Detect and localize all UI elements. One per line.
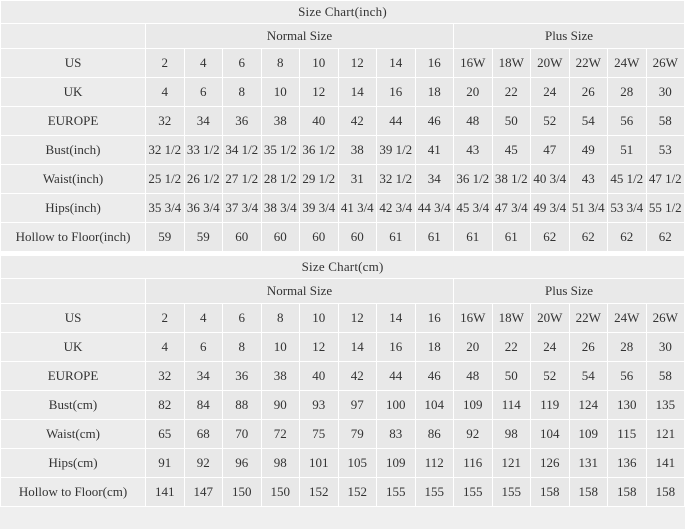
cell-value: 50 [492,107,531,136]
cell-value: 38 1/2 [492,165,531,194]
cell-value: 155 [377,478,416,507]
cell-value: 75 [300,420,339,449]
cell-value: 49 [569,136,608,165]
cell-value: 36 1/2 [300,136,339,165]
cell-value: 53 3/4 [608,194,647,223]
cell-value: 2 [146,304,185,333]
cell-value: 4 [146,333,185,362]
cell-value: 105 [338,449,377,478]
cell-value: 61 [492,223,531,252]
group-header-normal-inch: Normal Size [146,24,454,49]
cell-value: 38 [261,107,300,136]
cell-value: 12 [338,49,377,78]
cell-value: 12 [300,78,339,107]
cell-value: 93 [300,391,339,420]
cell-value: 141 [146,478,185,507]
size-chart-cm-block [0,252,685,507]
table-row [1,478,685,507]
cell-value: 4 [146,78,185,107]
cell-value: 62 [569,223,608,252]
table-row [1,194,685,223]
cell-value: 60 [261,223,300,252]
cell-value: 32 [146,107,185,136]
cell-value: 8 [261,49,300,78]
cell-value: 6 [184,78,223,107]
cell-value: 39 3/4 [300,194,339,223]
cell-value: 18 [415,333,454,362]
table-row [1,223,685,252]
cell-value: 16 [415,49,454,78]
cell-value: 98 [261,449,300,478]
cell-value: 38 [261,362,300,391]
cell-value: 150 [261,478,300,507]
cell-value: 28 1/2 [261,165,300,194]
cell-value: 26W [646,304,685,333]
cell-value: 8 [261,304,300,333]
group-header-normal-cm: Normal Size [146,279,454,304]
cell-value: 20W [531,304,570,333]
cell-value: 82 [146,391,185,420]
cell-value: 14 [338,78,377,107]
cell-value: 10 [261,333,300,362]
cell-value: 49 3/4 [531,194,570,223]
cell-value: 130 [608,391,647,420]
cell-value: 54 [569,107,608,136]
cell-value: 135 [646,391,685,420]
chart-title-cm: Size Chart(cm) [1,256,685,279]
cell-value: 150 [223,478,262,507]
table-row [1,136,685,165]
cell-value: 4 [184,304,223,333]
cell-value: 34 [184,362,223,391]
cell-value: 44 [377,362,416,391]
cell-value: 155 [492,478,531,507]
cell-value: 29 1/2 [300,165,339,194]
cell-value: 24W [608,49,647,78]
cell-value: 100 [377,391,416,420]
cell-value: 35 1/2 [261,136,300,165]
table-row [1,165,685,194]
row-label-europe-inch: EUROPE [1,107,146,136]
cell-value: 155 [415,478,454,507]
cell-value: 25 1/2 [146,165,185,194]
cell-value: 20 [454,78,493,107]
cell-value: 60 [223,223,262,252]
cell-value: 97 [338,391,377,420]
table-row-title [1,256,685,279]
cell-value: 60 [300,223,339,252]
cell-value: 8 [223,333,262,362]
cell-value: 109 [454,391,493,420]
cell-value: 40 [300,107,339,136]
cell-value: 45 [492,136,531,165]
cell-value: 152 [338,478,377,507]
cell-value: 60 [338,223,377,252]
cell-value: 34 [415,165,454,194]
cell-value: 30 [646,333,685,362]
cell-value: 121 [646,420,685,449]
cell-value: 41 [415,136,454,165]
cell-value: 24 [531,333,570,362]
cell-value: 62 [531,223,570,252]
row-label-us-cm: US [1,304,146,333]
size-chart-inch-block [0,0,685,252]
cell-value: 10 [300,49,339,78]
chart-title-inch: Size Chart(inch) [1,1,685,24]
cell-value: 45 3/4 [454,194,493,223]
cell-value: 22 [492,333,531,362]
cell-value: 35 3/4 [146,194,185,223]
cell-value: 28 [608,78,647,107]
cell-value: 22W [569,304,608,333]
cell-value: 52 [531,362,570,391]
cell-value: 48 [454,107,493,136]
table-row [1,362,685,391]
cell-value: 51 3/4 [569,194,608,223]
cell-value: 83 [377,420,416,449]
cell-value: 126 [531,449,570,478]
cell-value: 47 1/2 [646,165,685,194]
cell-value: 158 [531,478,570,507]
cell-value: 65 [146,420,185,449]
cell-value: 18W [492,49,531,78]
cell-value: 55 1/2 [646,194,685,223]
cell-value: 40 3/4 [531,165,570,194]
row-label-hollow-to-floor-cm: Hollow to Floor(cm) [1,478,146,507]
cell-value: 155 [454,478,493,507]
cell-value: 61 [454,223,493,252]
cell-value: 104 [531,420,570,449]
cell-value: 8 [223,78,262,107]
cell-value: 121 [492,449,531,478]
cell-value: 36 1/2 [454,165,493,194]
size-chart-cm-table [0,255,685,507]
cell-value: 36 [223,362,262,391]
cell-value: 32 1/2 [377,165,416,194]
cell-value: 26 1/2 [184,165,223,194]
cell-value: 56 [608,107,647,136]
cell-value: 61 [377,223,416,252]
cell-value: 115 [608,420,647,449]
cell-value: 114 [492,391,531,420]
cell-value: 22 [492,78,531,107]
row-label-bust-cm: Bust(cm) [1,391,146,420]
table-row [1,304,685,333]
cell-value: 48 [454,362,493,391]
cell-value: 58 [646,362,685,391]
cell-value: 51 [608,136,647,165]
table-row-groups [1,24,685,49]
cell-value: 12 [300,333,339,362]
cell-value: 14 [377,304,416,333]
cell-value: 50 [492,362,531,391]
cell-value: 109 [377,449,416,478]
table-row [1,391,685,420]
cell-value: 42 [338,362,377,391]
table-row-groups [1,279,685,304]
cell-value: 47 3/4 [492,194,531,223]
cell-value: 72 [261,420,300,449]
row-label-europe-cm: EUROPE [1,362,146,391]
cell-value: 152 [300,478,339,507]
row-label-waist-inch: Waist(inch) [1,165,146,194]
cell-value: 6 [223,49,262,78]
corner-cell-cm [1,279,146,304]
table-row [1,78,685,107]
table-row [1,333,685,362]
cell-value: 14 [338,333,377,362]
row-label-uk-inch: UK [1,78,146,107]
cell-value: 43 [454,136,493,165]
cell-value: 42 3/4 [377,194,416,223]
cell-value: 28 [608,333,647,362]
cell-value: 46 [415,107,454,136]
cell-value: 4 [184,49,223,78]
cell-value: 34 1/2 [223,136,262,165]
cell-value: 16 [377,333,416,362]
cell-value: 26 [569,333,608,362]
table-row [1,107,685,136]
cell-value: 88 [223,391,262,420]
cell-value: 59 [184,223,223,252]
size-chart-inch-table [0,0,685,252]
cell-value: 39 1/2 [377,136,416,165]
cell-value: 36 3/4 [184,194,223,223]
cell-value: 6 [223,304,262,333]
cell-value: 38 3/4 [261,194,300,223]
cell-value: 86 [415,420,454,449]
table-row [1,449,685,478]
cell-value: 45 1/2 [608,165,647,194]
cell-value: 79 [338,420,377,449]
cell-value: 62 [608,223,647,252]
cell-value: 147 [184,478,223,507]
cell-value: 131 [569,449,608,478]
row-label-us-inch: US [1,49,146,78]
cell-value: 16 [415,304,454,333]
row-label-uk-cm: UK [1,333,146,362]
cell-value: 44 3/4 [415,194,454,223]
row-label-hips-inch: Hips(inch) [1,194,146,223]
cell-value: 32 [146,362,185,391]
cell-value: 30 [646,78,685,107]
cell-value: 47 [531,136,570,165]
cell-value: 26 [569,78,608,107]
cell-value: 116 [454,449,493,478]
cell-value: 20 [454,333,493,362]
cell-value: 20W [531,49,570,78]
cell-value: 96 [223,449,262,478]
group-header-plus-inch: Plus Size [454,24,685,49]
cell-value: 112 [415,449,454,478]
cell-value: 37 3/4 [223,194,262,223]
cell-value: 18 [415,78,454,107]
cell-value: 52 [531,107,570,136]
cell-value: 141 [646,449,685,478]
cell-value: 16W [454,49,493,78]
cell-value: 2 [146,49,185,78]
cell-value: 36 [223,107,262,136]
cell-value: 56 [608,362,647,391]
row-label-hips-cm: Hips(cm) [1,449,146,478]
cell-value: 14 [377,49,416,78]
cell-value: 22W [569,49,608,78]
cell-value: 59 [146,223,185,252]
cell-value: 91 [146,449,185,478]
cell-value: 16W [454,304,493,333]
cell-value: 158 [608,478,647,507]
table-row [1,420,685,449]
row-label-hollow-to-floor-inch: Hollow to Floor(inch) [1,223,146,252]
cell-value: 104 [415,391,454,420]
cell-value: 70 [223,420,262,449]
cell-value: 84 [184,391,223,420]
cell-value: 62 [646,223,685,252]
cell-value: 158 [569,478,608,507]
cell-value: 10 [300,304,339,333]
cell-value: 18W [492,304,531,333]
cell-value: 10 [261,78,300,107]
cell-value: 58 [646,107,685,136]
cell-value: 98 [492,420,531,449]
cell-value: 24 [531,78,570,107]
cell-value: 24W [608,304,647,333]
table-row-title [1,1,685,24]
cell-value: 68 [184,420,223,449]
cell-value: 31 [338,165,377,194]
cell-value: 32 1/2 [146,136,185,165]
table-row [1,49,685,78]
cell-value: 53 [646,136,685,165]
cell-value: 54 [569,362,608,391]
row-label-bust-inch: Bust(inch) [1,136,146,165]
cell-value: 158 [646,478,685,507]
cell-value: 34 [184,107,223,136]
cell-value: 6 [184,333,223,362]
cell-value: 16 [377,78,416,107]
cell-value: 101 [300,449,339,478]
cell-value: 92 [184,449,223,478]
cell-value: 92 [454,420,493,449]
cell-value: 119 [531,391,570,420]
cell-value: 61 [415,223,454,252]
row-label-waist-cm: Waist(cm) [1,420,146,449]
cell-value: 43 [569,165,608,194]
cell-value: 33 1/2 [184,136,223,165]
corner-cell-inch [1,24,146,49]
cell-value: 40 [300,362,339,391]
cell-value: 90 [261,391,300,420]
cell-value: 42 [338,107,377,136]
cell-value: 136 [608,449,647,478]
cell-value: 12 [338,304,377,333]
group-header-plus-cm: Plus Size [454,279,685,304]
cell-value: 109 [569,420,608,449]
cell-value: 46 [415,362,454,391]
cell-value: 26W [646,49,685,78]
cell-value: 124 [569,391,608,420]
cell-value: 27 1/2 [223,165,262,194]
cell-value: 44 [377,107,416,136]
cell-value: 41 3/4 [338,194,377,223]
cell-value: 38 [338,136,377,165]
